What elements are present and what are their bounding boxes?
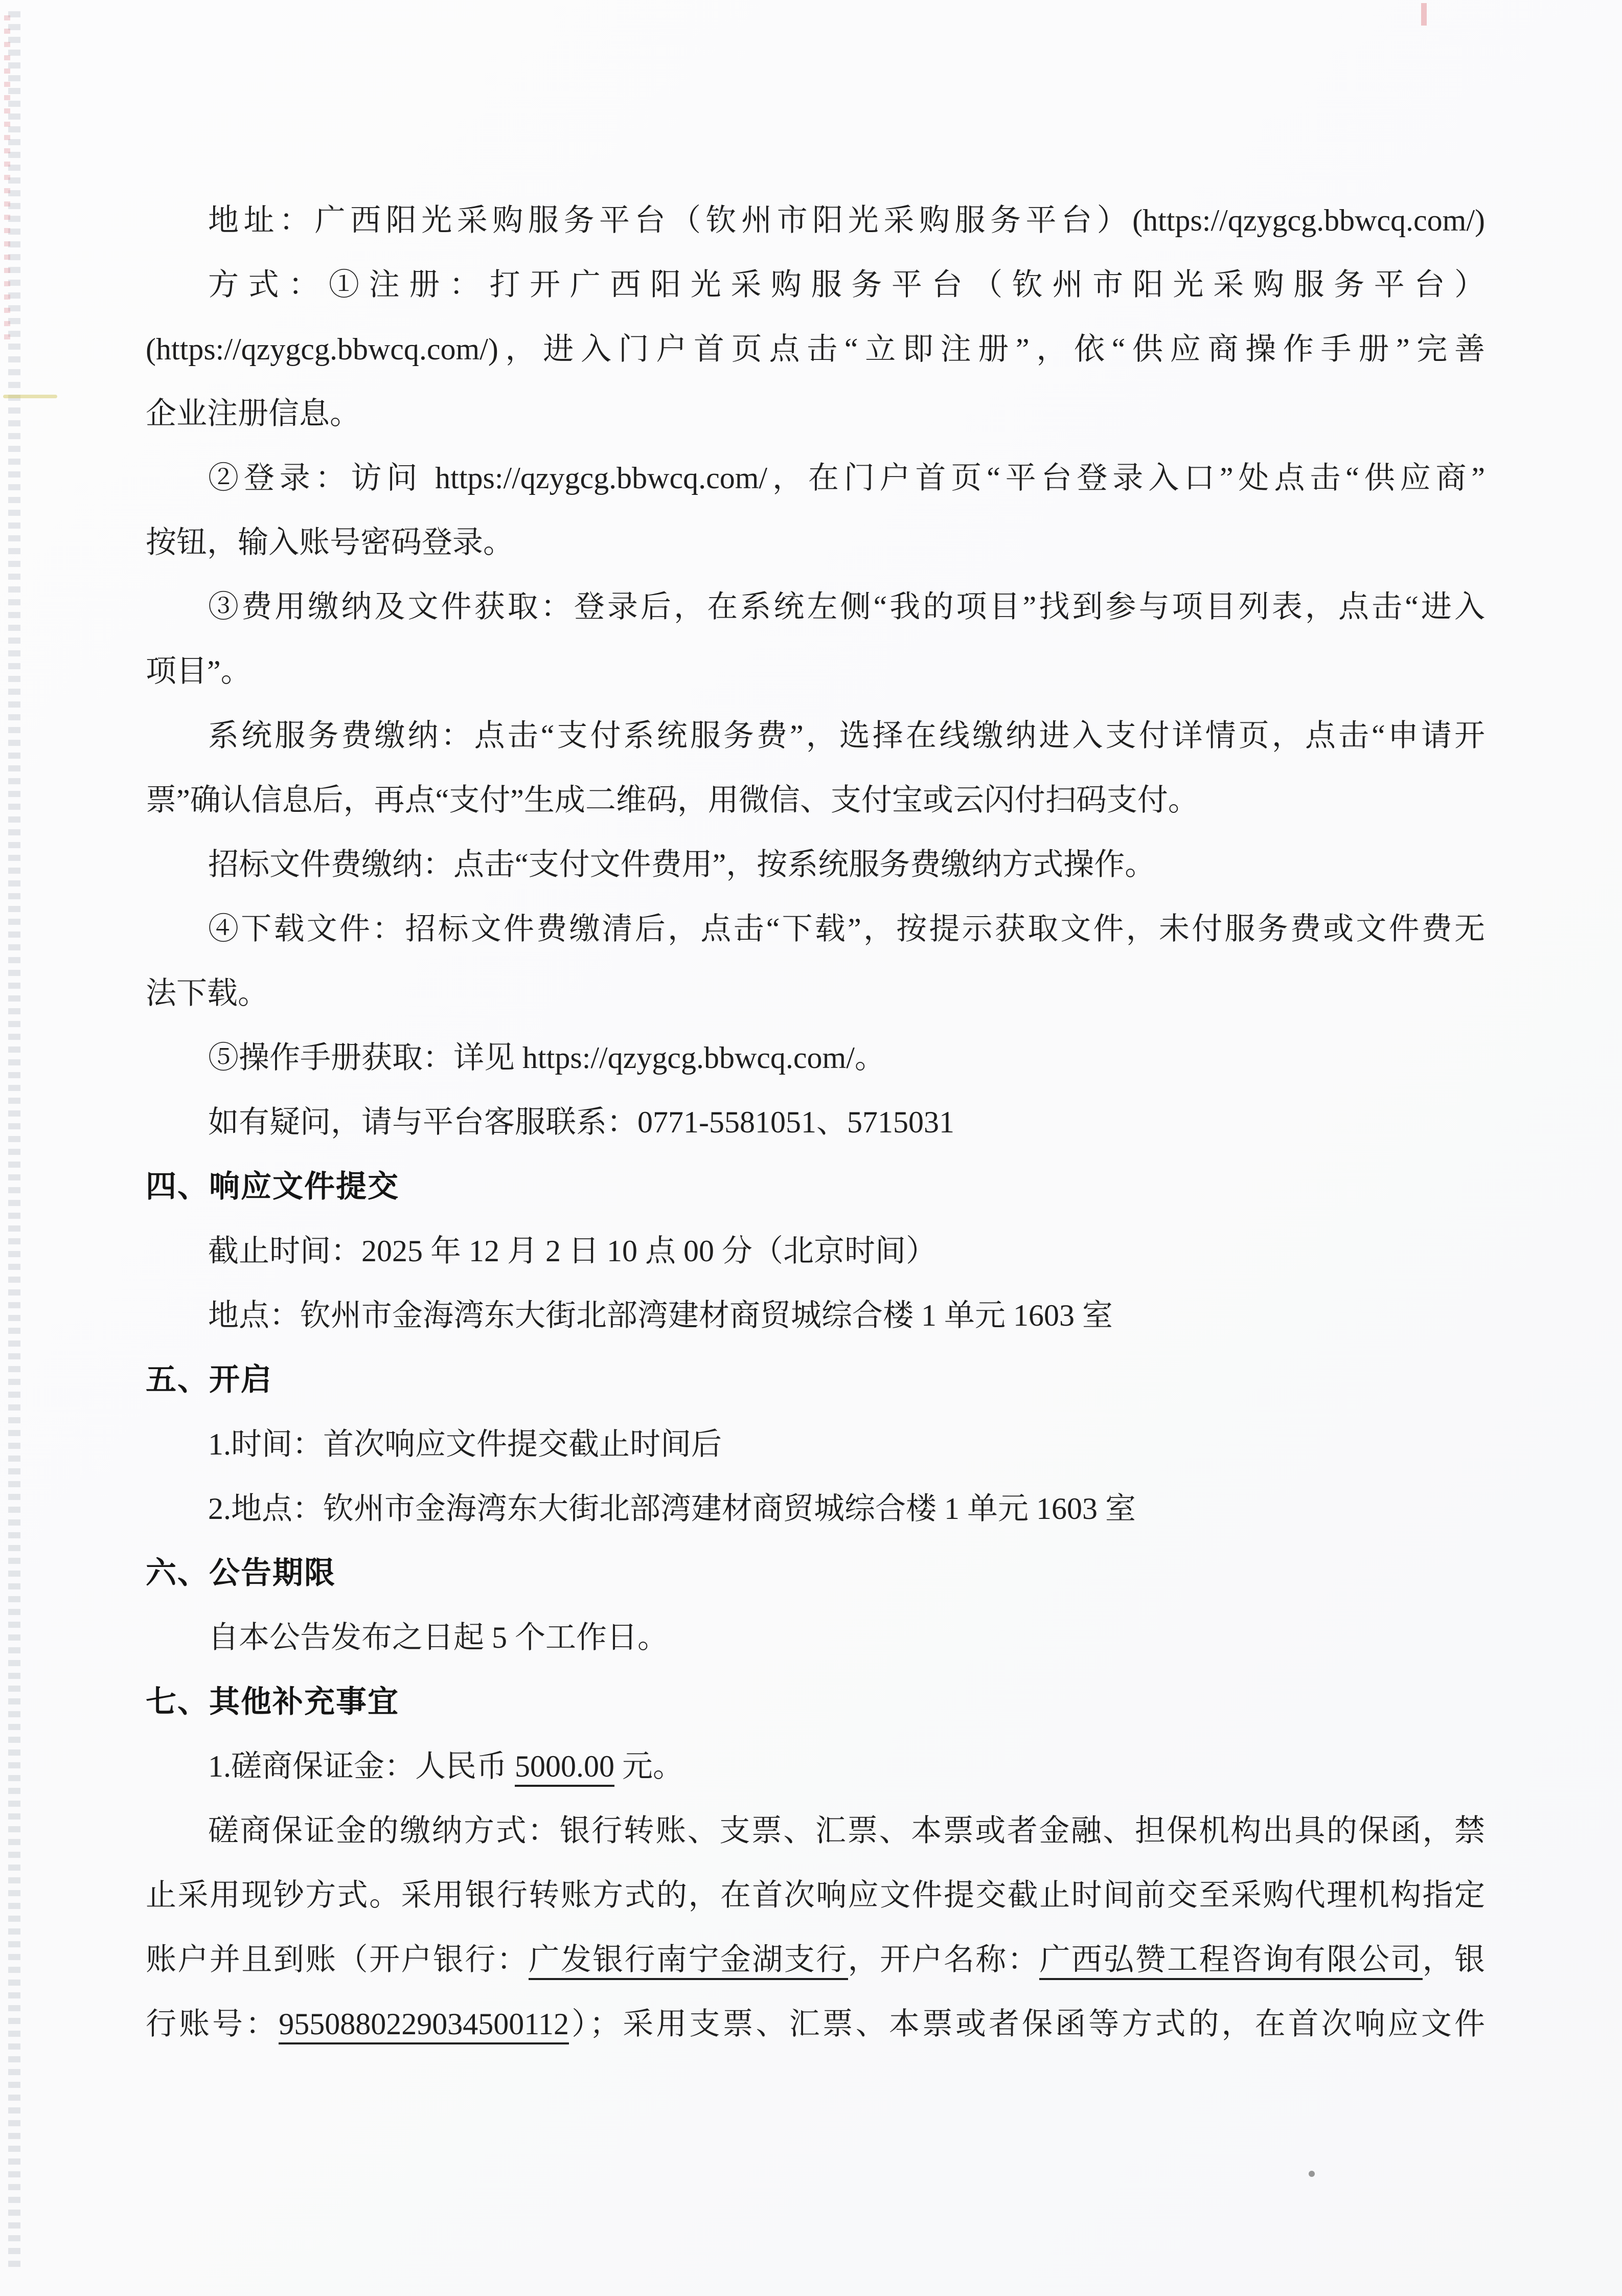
text-segment: 招标文件费缴纳：点击“支付文件费用”，按系统服务费缴纳方式操作。 [208,848,1156,881]
text-line [146,1992,1485,2056]
text-segment: 地点：钦州市金海湾东大街北部湾建材商贸城综合楼 1 单元 1603 室 [208,1299,1113,1332]
text-segment: 1.时间：首次响应文件提交截止时间后 [208,1427,722,1461]
text-line [146,1090,1485,1154]
text-line [146,381,1485,446]
text-line [146,832,1485,897]
scan-stray-dot [1309,2171,1315,2177]
section-heading [146,1348,1485,1412]
text-segment: 行账号： [146,2007,279,2041]
text-line [146,1605,1485,1670]
text-line [146,703,1485,768]
text-segment: 票”确认信息后，再点“支付”生成二维码，用微信、支付宝或云闪付扫码支付。 [146,783,1199,817]
text-segment: 法下载。 [146,976,268,1010]
text-segment: 2.地点：钦州市金海湾东大街北部湾建材商贸城综合楼 1 单元 1603 室 [208,1492,1136,1526]
text-line [146,317,1485,381]
section-heading [146,1670,1485,1734]
text-segment: (https://qzygcg.bbwcq.com/)，进入门户首页点击“立即注册”，依“供应商操作手册”完善 [146,332,1485,366]
text-segment: ）；采用支票、汇票、本票或者保函等方式的，在首次响应文件 [569,2007,1486,2041]
text-segment: ，银 [1422,1943,1486,1976]
text-line [146,961,1485,1026]
text-segment: 地址：广西阳光采购服务平台（钦州市阳光采购服务平台）(https://qzygcg.bbwcq.com/) [208,203,1485,237]
text-segment: 止采用现钞方式。采用银行转账方式的，在首次响应文件提交截止时间前交至采购代理机构指定 [146,1878,1485,1912]
section-heading [146,1541,1485,1605]
text-segment: 自本公告发布之日起 5 个工作日。 [208,1621,668,1654]
underlined-text: 9550880229034500112 [279,2007,569,2044]
text-line [146,1026,1485,1090]
text-segment: 按钮，输入账号密码登录。 [146,526,514,559]
text-line [146,1927,1485,1992]
scan-red-fleck [1421,3,1427,26]
section-heading [146,1154,1485,1219]
text-segment: ⑤操作手册获取：详见 https://qzygcg.bbwcq.com/。 [208,1041,885,1075]
scan-yellow-mark [3,395,57,398]
text-block [146,188,1485,2056]
text-segment: ④下载文件：招标文件费缴清后，点击“下载”，按提示获取文件，未付服务费或文件费无 [208,912,1485,946]
text-segment: 项目”。 [146,654,252,688]
text-line [146,510,1485,575]
scan-edge-artifact [8,11,20,2271]
text-line [146,446,1485,510]
text-segment: ②登录：访问 https://qzygcg.bbwcq.com/，在门户首页“平台登录入口”处点击“供应商” [208,461,1485,495]
scan-edge-artifact-pink [4,15,10,343]
underlined-text: 广西弘赞工程咨询有限公司 [1039,1943,1422,1980]
text-segment: 系统服务费缴纳：点击“支付系统服务费”，选择在线缴纳进入支付详情页，点击“申请开 [208,719,1485,753]
text-line [146,1219,1485,1283]
text-line [146,639,1485,703]
text-segment: 企业注册信息。 [146,397,360,430]
text-line [146,1476,1485,1541]
text-segment: 如有疑问，请与平台客服联系：0771-5581051、5715031 [208,1105,954,1139]
text-segment: 方式：①注册：打开广西阳光采购服务平台（钦州市阳光采购服务平台） [208,268,1485,302]
text-segment: 六、公告期限 [146,1556,336,1590]
text-line [146,188,1485,253]
text-line [146,1283,1485,1348]
underlined-text: 5000.00 [515,1749,614,1787]
text-segment: 1.磋商保证金：人民币 [208,1749,515,1783]
text-segment: 账户并且到账（开户银行： [146,1943,529,1976]
text-segment: 五、开启 [146,1363,272,1397]
text-line [146,575,1485,639]
text-line [146,768,1485,832]
text-segment: ③费用缴纳及文件获取：登录后，在系统左侧“我的项目”找到参与项目列表，点击“进入 [208,590,1485,624]
text-line [146,253,1485,317]
text-line [146,1799,1485,1863]
text-line [146,1734,1485,1799]
text-segment: 四、响应文件提交 [146,1170,399,1203]
text-line [146,1863,1485,1927]
underlined-text: 广发银行南宁金湖支行 [529,1943,848,1980]
text-segment: 元。 [614,1749,683,1783]
text-segment: ，开户名称： [848,1943,1040,1976]
text-line [146,1412,1485,1476]
text-line [146,897,1485,961]
text-segment: 七、其他补充事宜 [146,1685,399,1719]
text-segment: 磋商保证金的缴纳方式：银行转账、支票、汇票、本票或者金融、担保机构出具的保函，禁 [208,1814,1485,1848]
text-segment: 截止时间：2025 年 12 月 2 日 10 点 00 分（北京时间） [208,1234,936,1268]
